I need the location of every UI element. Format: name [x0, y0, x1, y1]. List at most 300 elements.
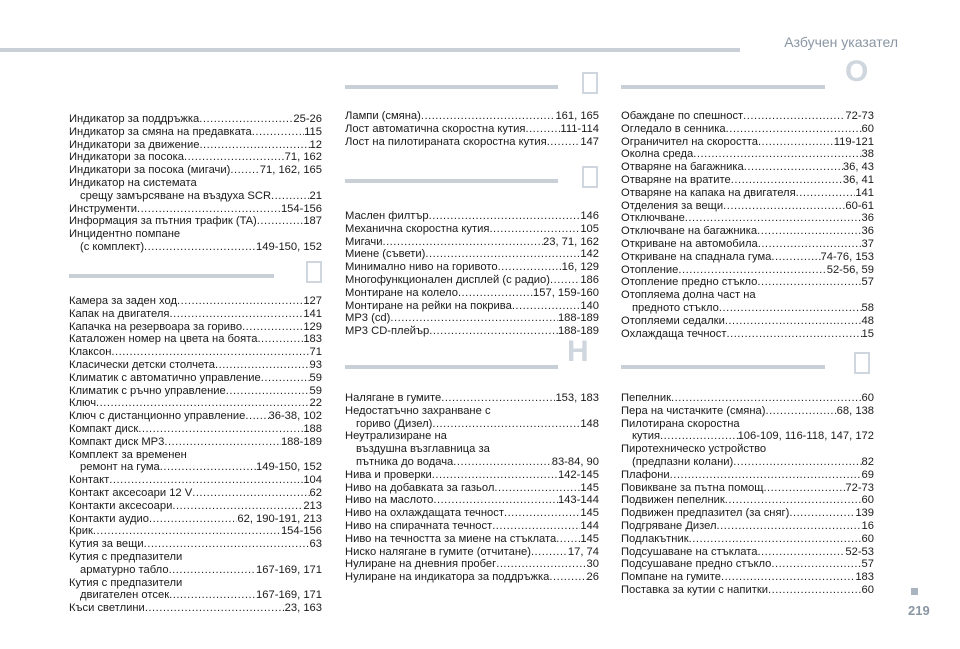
index-entry-label: арматурно табло	[80, 563, 169, 576]
index-entry-page[interactable]: 37	[861, 237, 874, 250]
index-entry-page[interactable]: 17, 74	[567, 545, 599, 558]
index-entry	[69, 436, 322, 449]
index-entry	[621, 418, 874, 431]
index-entry-page[interactable]: 16	[861, 519, 874, 532]
index-entry-page[interactable]: 72-73	[845, 481, 874, 494]
index-entry-label: Лост на пилотираната скоростна кутия	[345, 135, 547, 148]
index-entry-label: Камера за заден ход	[69, 295, 178, 307]
index-entry	[621, 161, 874, 174]
index-entry-label: Отваряне на вратите	[621, 173, 731, 186]
index-entry-page[interactable]: 119-121	[833, 135, 874, 148]
index-entry-label: Ниво на охлаждащата течност	[345, 507, 504, 520]
index-entry-label: Подлакътник	[621, 532, 689, 545]
index-entry-page[interactable]: 141	[303, 307, 322, 320]
dot-leader	[525, 123, 560, 136]
dot-leader	[549, 571, 586, 584]
index-entry-label: ремонт на гума	[80, 461, 160, 474]
index-entry	[621, 302, 874, 315]
index-entry-page[interactable]: 188-189	[557, 312, 599, 325]
index-entry-page[interactable]: 60	[861, 583, 874, 596]
index-entry-page[interactable]: 68, 138	[836, 404, 874, 417]
index-entry-page[interactable]: 142	[580, 248, 599, 261]
index-entry	[345, 300, 599, 313]
index-entry-label: Отделения за вещи	[621, 199, 724, 212]
index-entry	[621, 443, 874, 456]
index-entry	[621, 200, 874, 213]
index-entry-page[interactable]: 213	[303, 499, 322, 512]
index-entry-label: Плафони	[621, 468, 670, 481]
dot-leader	[138, 423, 303, 436]
dot-leader	[757, 546, 845, 559]
section-letter-n: Н	[567, 335, 589, 368]
index-entry	[69, 487, 322, 500]
index-entry	[69, 177, 322, 190]
index-entry-page[interactable]: 167-169, 171	[256, 589, 322, 602]
index-entry-page[interactable]: 12	[309, 138, 322, 151]
index-entry-label: Индикатори за движение	[69, 138, 200, 151]
index-entry-page[interactable]: 106-109, 116-118, 147, 172	[737, 430, 874, 443]
index-entry	[69, 551, 322, 564]
index-entry	[345, 312, 599, 325]
index-entry-page[interactable]: 62	[309, 486, 322, 499]
index-entry-label: срещу замърсяване на въздуха SCR	[80, 189, 272, 202]
index-entry-label: Отваряне на капака на двигателя	[621, 186, 796, 199]
index-entry	[621, 584, 874, 597]
dot-leader	[271, 190, 310, 203]
dot-leader	[230, 164, 259, 177]
index-entry	[621, 520, 874, 533]
index-entry-label: Подгряване Дизел	[621, 519, 717, 532]
index-entry-page[interactable]: 146	[580, 210, 599, 222]
page-number: 219	[908, 603, 930, 618]
index-entry-page[interactable]: 71, 162	[284, 151, 322, 164]
dot-leader	[177, 295, 303, 308]
index-entry	[621, 123, 874, 136]
dot-leader	[731, 174, 843, 187]
index-entry-page[interactable]: 148	[580, 417, 599, 430]
index-entry	[69, 333, 322, 346]
index-entry-label: Ниско налягане в гумите (отчитане)	[345, 545, 531, 558]
index-entry-label: Индикатори за посока (мигачи)	[69, 164, 231, 177]
index-entry-page[interactable]: 23, 71, 162	[543, 235, 599, 248]
index-entry-page[interactable]: 38	[861, 148, 874, 161]
dot-leader	[556, 533, 580, 546]
index-entry-page[interactable]: 36-38, 102	[268, 410, 322, 423]
index-entry-page[interactable]: 149-150, 152	[256, 461, 322, 474]
index-entry-page[interactable]: 25-26	[293, 113, 322, 125]
index-entry-label: Каталожен номер на цвета на боята	[69, 333, 258, 346]
index-entry-label: Отопление предно стъкло	[621, 276, 758, 289]
index-entry-page[interactable]: 23, 163	[284, 602, 322, 615]
index-entry	[345, 274, 599, 287]
index-entry	[345, 325, 599, 338]
index-entry-page[interactable]: 52-56, 59	[826, 263, 874, 276]
index-entry-page[interactable]: 59	[309, 371, 322, 384]
index-entry-page[interactable]: 74-76, 153	[820, 250, 874, 263]
dot-leader	[733, 456, 861, 469]
index-entry-label: Ключ	[69, 397, 97, 410]
dot-leader	[492, 520, 580, 533]
index-entry-label: предното стъкло	[632, 301, 719, 314]
index-entry-page[interactable]: 60	[861, 392, 874, 404]
index-entry-label: Кутия с предпазители	[69, 576, 183, 589]
dot-leader	[744, 161, 843, 174]
index-entry-label: Кутия за вещи	[69, 538, 144, 551]
index-entry-page[interactable]: 144	[580, 519, 599, 532]
index-entry-page[interactable]: 60	[861, 122, 874, 135]
index-entry-label: въздушна възглавница за	[356, 443, 490, 456]
index-entry-label: Крик	[69, 525, 93, 538]
index-entry-page[interactable]: 21	[309, 189, 322, 202]
index-entry-page[interactable]: 71	[309, 346, 322, 359]
index-entry-page[interactable]: 129	[303, 320, 322, 333]
dot-leader	[252, 126, 304, 139]
index-entry-page[interactable]: 15	[861, 327, 874, 340]
dot-leader	[725, 315, 862, 328]
index-entry-label: Капак на двигателя	[69, 307, 170, 320]
dot-leader	[172, 500, 303, 513]
index-entry-page[interactable]: 69	[861, 468, 874, 481]
index-entry-page[interactable]: 186	[580, 273, 599, 286]
section-letter-l	[582, 72, 598, 94]
dot-leader	[670, 469, 862, 482]
index-entry-label: Компакт диск	[69, 422, 139, 435]
index-entry-label: кутия	[632, 430, 661, 443]
index-entry	[345, 261, 599, 274]
index-entry	[621, 238, 874, 251]
index-entry-page[interactable]: 60-61	[845, 199, 874, 212]
index-entry	[345, 533, 599, 546]
index-entry-page[interactable]: 57	[861, 276, 874, 289]
dot-leader	[531, 546, 568, 559]
dot-leader	[261, 372, 310, 385]
index-entry-label: Индикатор за поддръжка	[69, 113, 200, 125]
index-entry-label: Отключване	[621, 212, 685, 225]
index-entry-page[interactable]: 57	[861, 558, 874, 571]
index-entry-label: Инструменти	[69, 202, 137, 215]
index-entry	[621, 251, 874, 264]
dot-leader	[96, 397, 310, 410]
index-entry-label: Минимално ниво на горивото	[345, 261, 498, 274]
index-entry-page[interactable]: 48	[861, 314, 874, 327]
dot-leader	[245, 410, 268, 423]
index-entry-label: Нулиране на дневния пробег	[345, 558, 497, 571]
index-entry	[621, 315, 874, 328]
index-entry-label: Подвижен предпазител (за сняг)	[621, 507, 790, 520]
index-entry-label: Ключ с дистанционно управление	[69, 410, 246, 423]
index-entry	[69, 321, 322, 334]
index-entry	[69, 538, 322, 551]
index-entry-page[interactable]: 143-144	[557, 494, 599, 507]
index-entry	[345, 392, 599, 405]
dot-leader	[550, 274, 580, 287]
index-entry-label: Климатик с ръчно управление	[69, 384, 226, 397]
dot-leader	[689, 533, 862, 546]
index-entry-page[interactable]: 139	[855, 507, 874, 520]
index-entry-label: Подсушаване предно стъкло	[621, 558, 772, 571]
index-entry-label: Откриване на спаднала гума	[621, 250, 772, 263]
index-entry	[621, 392, 874, 405]
index-block	[69, 295, 322, 615]
dot-leader	[458, 287, 533, 300]
index-entry-page[interactable]: 93	[309, 358, 322, 371]
index-entry-label: Пиротехническо устройство	[621, 443, 767, 456]
dot-leader	[726, 328, 861, 341]
index-entry	[345, 123, 599, 136]
index-entry	[621, 558, 874, 571]
dot-leader	[421, 110, 556, 123]
index-entry-label: Къси светлини	[69, 602, 145, 615]
index-entry	[345, 456, 599, 469]
index-entry	[69, 203, 322, 216]
index-entry	[621, 507, 874, 520]
index-entry-page[interactable]: 60	[861, 532, 874, 545]
dot-leader	[242, 321, 303, 334]
index-entry-page[interactable]: 167-169, 171	[256, 563, 322, 576]
index-entry-label: Компакт диск MP3	[69, 435, 165, 448]
index-entry	[69, 139, 322, 152]
index-entry-page[interactable]: 145	[580, 481, 599, 494]
index-entry-page[interactable]: 140	[580, 299, 599, 312]
index-entry-label: Комплект за временен	[69, 448, 187, 461]
index-entry-page[interactable]: 22	[309, 397, 322, 410]
section-letter-m	[582, 166, 598, 188]
index-entry-label: Отключване на багажника	[621, 225, 758, 238]
dot-leader	[199, 139, 309, 152]
index-entry-page[interactable]: 63	[309, 538, 322, 551]
index-entry-page[interactable]: 157, 159-160	[533, 286, 599, 299]
index-entry-page[interactable]: 153, 183	[555, 392, 599, 404]
dot-leader	[382, 236, 543, 249]
index-entry	[621, 328, 874, 341]
index-entry-label: Индикатор за смяна на предавката	[69, 125, 252, 138]
index-entry	[345, 443, 599, 456]
index-entry-label: Класически детски столчета	[69, 358, 215, 371]
index-entry-page[interactable]: 72-73	[845, 110, 874, 122]
index-entry	[621, 110, 874, 123]
dot-leader	[170, 308, 304, 321]
dot-leader	[429, 325, 558, 338]
index-entry	[69, 126, 322, 139]
index-entry	[345, 494, 599, 507]
index-block	[345, 210, 599, 338]
index-entry	[621, 494, 874, 507]
index-entry-page[interactable]: 188-189	[557, 325, 599, 338]
index-entry	[69, 525, 322, 538]
dot-leader	[498, 261, 562, 274]
index-entry-page[interactable]: 161, 165	[555, 110, 599, 122]
index-entry-page[interactable]: 188-189	[280, 435, 322, 448]
index-entry	[345, 482, 599, 495]
index-entry	[621, 546, 874, 559]
index-entry	[69, 602, 322, 615]
dot-leader	[93, 525, 281, 538]
index-entry-page[interactable]: 36, 41	[842, 173, 874, 186]
index-entry-label: Монтиране на колело	[345, 286, 458, 299]
dot-leader	[226, 385, 310, 398]
dot-leader	[257, 333, 303, 346]
index-entry	[621, 174, 874, 187]
dot-leader	[758, 136, 834, 149]
index-entry-label: Контакти аксесоари	[69, 499, 173, 512]
section-letter-o: О	[845, 55, 869, 88]
dot-leader	[512, 300, 581, 313]
dot-leader	[489, 223, 580, 236]
index-entry-label: Ниво на добавката за газьол	[345, 481, 495, 494]
index-entry-page[interactable]: 60	[861, 494, 874, 507]
index-entry-page[interactable]: 127	[303, 295, 322, 307]
index-entry-page[interactable]: 115	[304, 125, 322, 138]
index-entry-page[interactable]: 154-156	[280, 202, 322, 215]
index-entry-page[interactable]: 59	[309, 384, 322, 397]
index-entry-page[interactable]: 147	[580, 135, 599, 148]
index-entry	[621, 276, 874, 289]
index-entry-page[interactable]: 36, 43	[842, 161, 874, 174]
index-entry-label: Пера на чистачките (смяна)	[621, 404, 766, 417]
index-entry-page[interactable]: 142-145	[557, 468, 599, 481]
index-entry	[345, 223, 599, 236]
dot-leader	[504, 507, 580, 520]
index-entry	[621, 405, 874, 418]
index-entry-label: Клаксон	[69, 346, 112, 359]
dot-leader	[432, 418, 580, 431]
index-entry	[345, 248, 599, 261]
index-entry	[345, 546, 599, 559]
index-entry	[69, 372, 322, 385]
index-entry-label: Подсушаване на стъклата	[621, 545, 758, 558]
index-entry-label: Отопляема долна част на	[621, 289, 756, 302]
index-entry-page[interactable]: 104	[303, 474, 322, 487]
dot-leader	[199, 113, 293, 126]
index-entry	[621, 571, 874, 584]
index-entry	[69, 385, 322, 398]
index-entry	[345, 520, 599, 533]
index-entry-label: Повикване за пътна помощ	[621, 481, 764, 494]
dot-leader	[768, 584, 862, 597]
index-entry-page[interactable]: 145	[580, 532, 599, 545]
dot-leader	[144, 538, 310, 551]
index-entry-label: Ниво на течността за миене на стъклата	[345, 532, 557, 545]
index-entry-page[interactable]: 183	[855, 571, 874, 584]
index-entry	[69, 589, 322, 602]
index-entry-label: Обаждане по спешност	[621, 110, 744, 122]
index-entry-label: Пилотирана скоростна	[621, 417, 740, 430]
index-entry-label: Неутрализиране на	[345, 430, 447, 443]
index-entry-label: Механична скоростна кутия	[345, 222, 490, 235]
index-entry-page[interactable]: 188	[303, 422, 322, 435]
dot-leader	[721, 571, 855, 584]
index-entry-label: Недостатъчно захранване с	[345, 404, 491, 417]
index-entry	[69, 346, 322, 359]
index-entry-page[interactable]: 36	[861, 212, 874, 225]
index-entry-page[interactable]: 62, 190-191, 213	[237, 512, 322, 525]
index-entry-page[interactable]: 111-114	[560, 122, 599, 135]
index-entry-page[interactable]: 149-150, 152	[256, 240, 322, 253]
index-entry	[621, 456, 874, 469]
index-entry-label: Кутия с предпазители	[69, 550, 183, 563]
index-entry-label: двигателен отсек	[80, 589, 170, 602]
index-entry-label: Нулиране на индикатора за поддръжка	[345, 571, 550, 584]
index-entry-label: Многофункционален дисплей (с радио)	[345, 273, 550, 286]
index-entry-page[interactable]: 183	[303, 333, 322, 346]
index-entry-page[interactable]: 83-84, 90	[551, 455, 599, 468]
index-entry-page[interactable]: 141	[855, 186, 874, 199]
dot-leader	[257, 215, 304, 228]
index-entry-label: Контакти аудио	[69, 512, 149, 525]
dot-leader	[757, 276, 861, 289]
dot-leader	[726, 123, 862, 136]
index-entry-label: Поставка за кутии с напитки	[621, 583, 768, 596]
index-entry-page[interactable]: 82	[861, 455, 874, 468]
dot-leader	[789, 507, 855, 520]
index-entry-page[interactable]: 26	[586, 571, 599, 584]
dot-leader	[169, 564, 256, 577]
index-entry-page[interactable]: 145	[580, 507, 599, 520]
index-entry-label: Нива и проверки	[345, 468, 432, 481]
index-entry-label: (с комплект)	[80, 240, 145, 253]
index-entry	[69, 164, 322, 177]
dot-leader	[725, 494, 862, 507]
index-block	[621, 110, 874, 340]
dot-leader	[771, 251, 820, 264]
index-entry-page[interactable]: 52-53	[845, 545, 874, 558]
index-entry-page[interactable]: 36	[861, 225, 874, 238]
index-entry	[621, 289, 874, 302]
index-entry-page[interactable]: 187	[303, 215, 322, 228]
dot-leader	[685, 212, 862, 225]
index-entry	[621, 148, 874, 161]
index-entry-label: Мигачи	[345, 235, 383, 248]
index-entry-label: Инцидентно помпане	[69, 228, 181, 241]
index-entry-label: Отопляеми седалки	[621, 314, 725, 327]
dot-leader	[494, 482, 580, 495]
dot-leader	[144, 241, 256, 254]
index-entry-page[interactable]: 30	[586, 558, 599, 571]
index-entry-page[interactable]: 58	[861, 301, 874, 314]
index-entry-label: Лампи (смяна)	[345, 110, 421, 122]
dot-leader	[109, 474, 303, 487]
index-entry	[69, 461, 322, 474]
dot-leader	[432, 469, 558, 482]
index-entry-label: Миене (съвети)	[345, 248, 426, 261]
dot-leader	[547, 136, 581, 149]
index-entry-page[interactable]: 16, 129	[561, 261, 599, 274]
dot-leader	[433, 494, 558, 507]
index-entry-label: Маслен филтър	[345, 210, 429, 222]
index-entry-page[interactable]: 71, 162, 165	[259, 164, 322, 177]
dot-leader	[693, 148, 861, 161]
index-entry	[621, 469, 874, 482]
dot-leader	[164, 436, 281, 449]
dot-leader	[184, 151, 285, 164]
dot-leader	[671, 392, 862, 405]
index-entry	[69, 151, 322, 164]
dot-leader	[678, 264, 826, 277]
index-entry-label: Контакт аксесоари 12 V	[69, 486, 193, 499]
index-entry-label: Отваряне на багажника	[621, 161, 744, 174]
index-entry-page[interactable]: 154-156	[280, 525, 322, 538]
dot-leader	[660, 430, 738, 443]
index-entry-label: гориво (Дизел)	[356, 417, 433, 430]
index-entry-label: пътника до водача	[356, 455, 454, 468]
index-entry-page[interactable]: 105	[580, 222, 599, 235]
index-entry-label: Охлаждаща течност	[621, 327, 727, 340]
index-entry	[69, 215, 322, 228]
index-entry	[69, 113, 322, 126]
dot-leader	[429, 210, 581, 223]
index-entry-label: Налягане в гумите	[345, 392, 442, 404]
index-entry	[345, 418, 599, 431]
